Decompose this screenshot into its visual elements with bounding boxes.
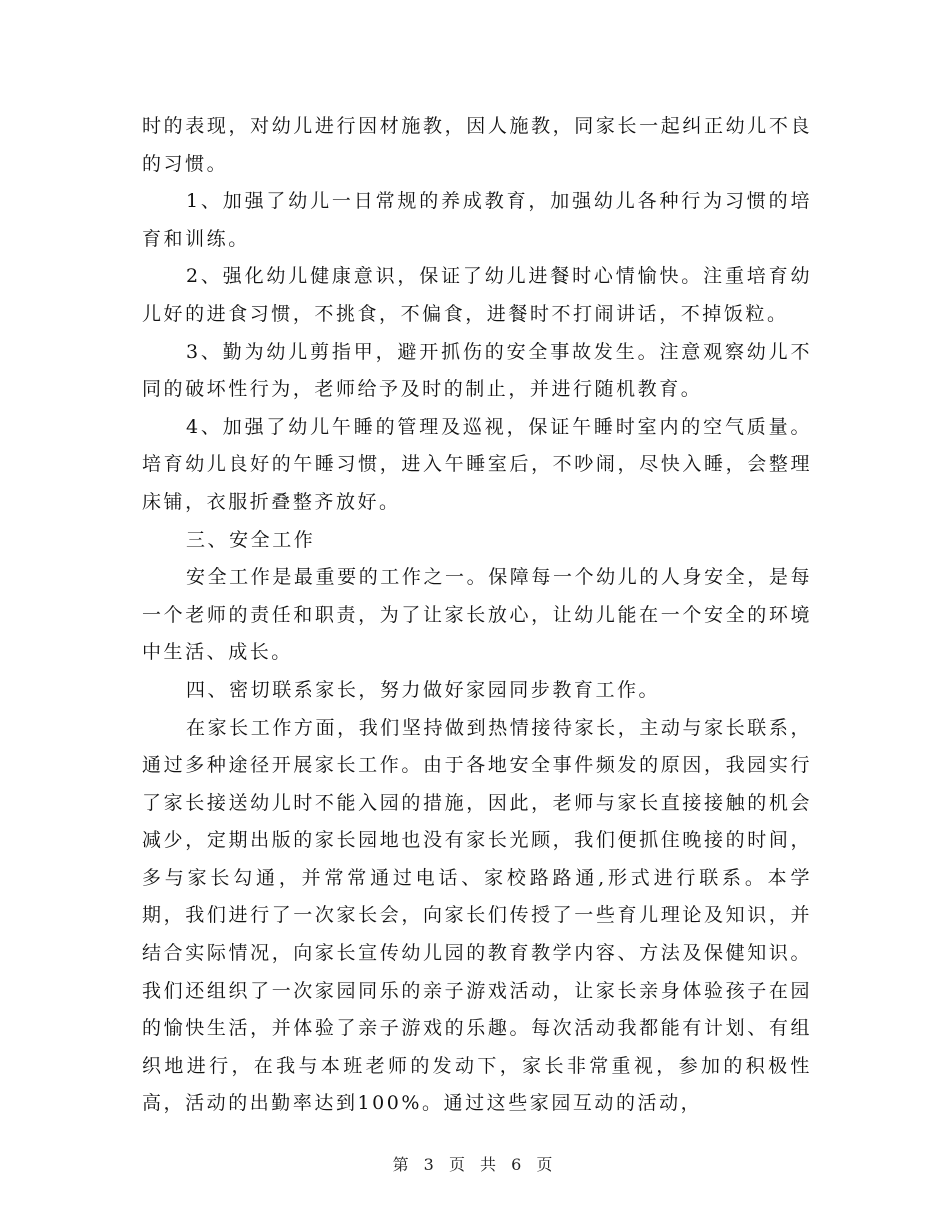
paragraph-3: 2、强化幼儿健康意识，保证了幼儿进餐时心情愉快。注重培育幼儿好的进食习惯，不挑食，不偏食，进餐时不打闹讲话，不掉饭粒。 [142,265,812,325]
page-number-footer: 第 3 页 共 6 页 [392,1155,558,1174]
section-heading-parents: 四、密切联系家长，努力做好家园同步教育工作。 [186,678,661,701]
paragraph-parents: 在家长工作方面，我们坚持做到热情接待家长，主动与家长联系，通过多种途径开展家长工作。由于各地安全事件频发的原因，我园实行了家长接送幼儿时不能入园的措施，因此，老师与家长直接接触的机会减少，定期出版的家长园地也没有家长光顾，我们便抓住晚接的时间，多与家长勾通，并常常通过电话、家校路路通,形式进行联系。本学期，我们进行了一次家长会，向家长们传授了一些育儿理论及知识，并结合实际情况，向家长宣传幼儿园的教育教学内容、方法及保健知识。我们还组织了一次家园同乐的亲子游戏活动，让家长亲身体验孩子在园的愉快生活，并体验了亲子游戏的乐趣。每次活动我都能有计划、有组织地进行，在我与本班老师的发动下，家长非常重视，参加的积极性高，活动的出勤率达到100%。通过这些家园互动的活动， [142,716,812,1115]
paragraph-5: 4、加强了幼儿午睡的管理及巡视，保证午睡时室内的空气质量。培育幼儿良好的午睡习惯，进入午睡室后，不吵闹，尽快入睡，会整理床铺，衣服折叠整齐放好。 [142,415,812,513]
paragraph-safety: 安全工作是最重要的工作之一。保障每一个幼儿的人身安全，是每一个老师的责任和职责，为了让家长放心，让幼儿能在一个安全的环境中生活、成长。 [142,566,812,664]
document-body [142,108,812,1123]
paragraph-4: 3、勤为幼儿剪指甲，避开抓伤的安全事故发生。注意观察幼儿不同的破坏性行为，老师给予及时的制止，并进行随机教育。 [142,340,812,401]
paragraph-1: 时的表现，对幼儿进行因材施教，因人施教，同家长一起纠正幼儿不良的习惯。 [142,115,812,175]
paragraph-2: 1、加强了幼儿一日常规的养成教育，加强幼儿各种行为习惯的培育和训练。 [142,190,812,250]
section-heading-safety: 三、安全工作 [186,528,316,551]
